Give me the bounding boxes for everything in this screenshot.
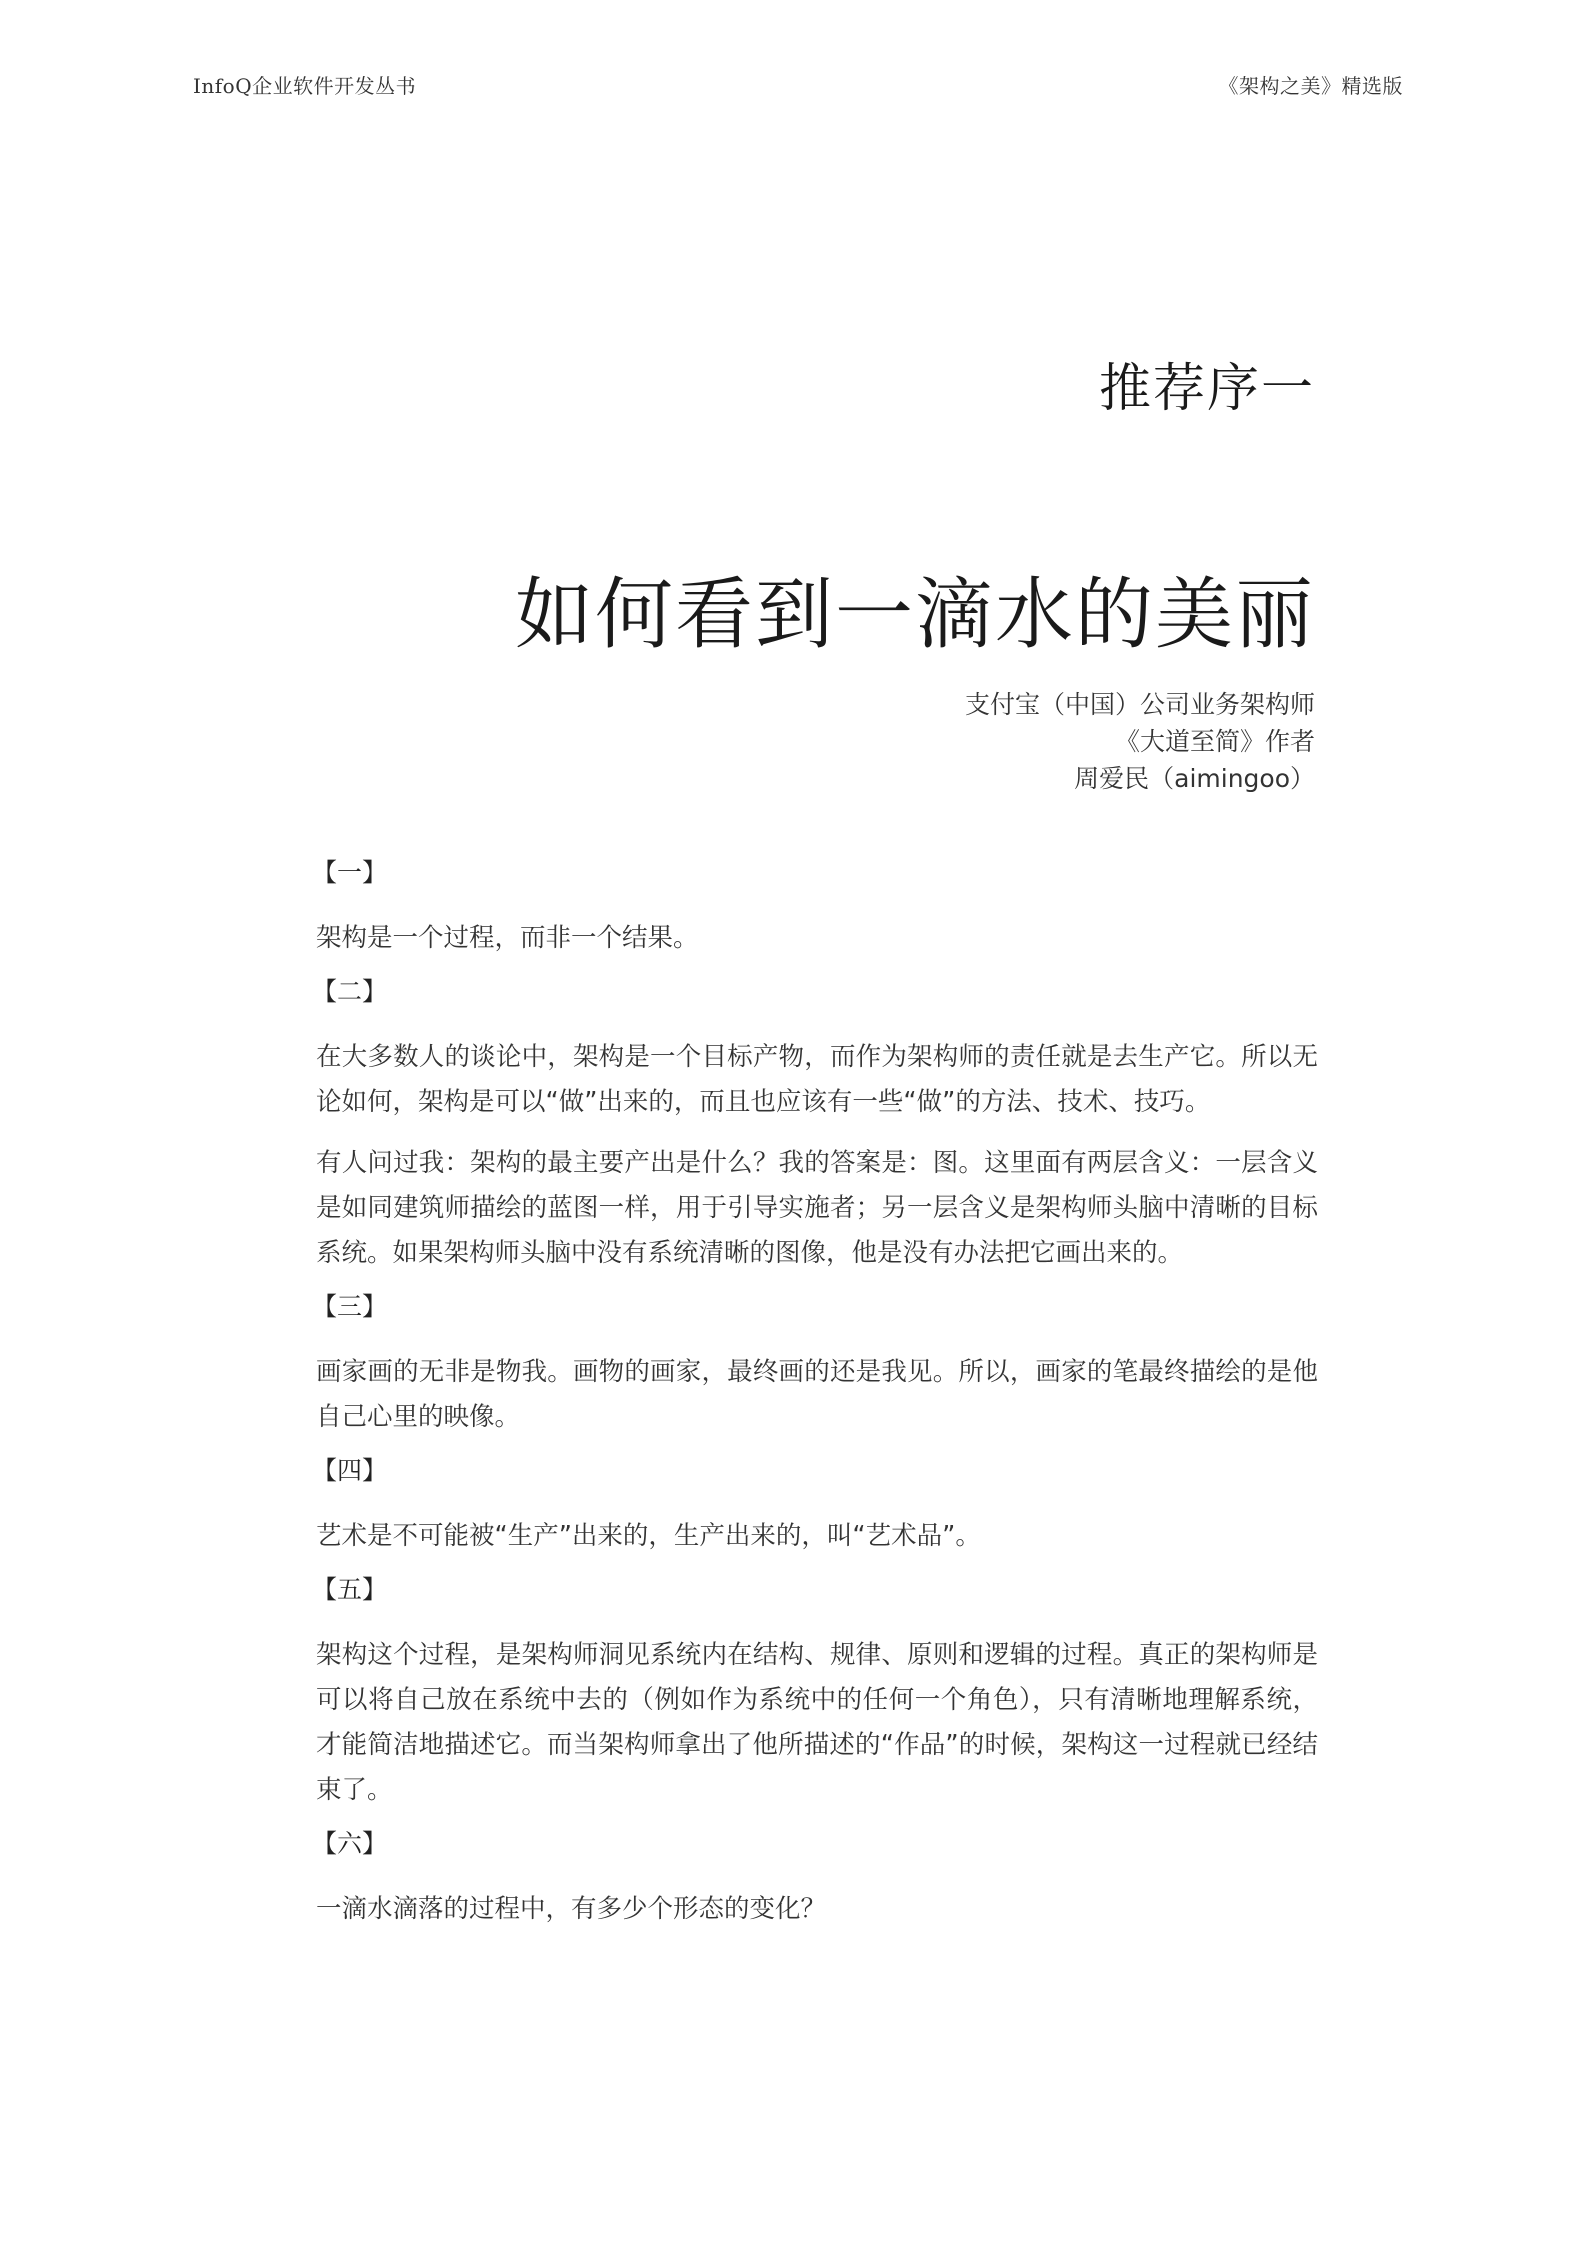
preface-label: 推荐序一 — [1098, 359, 1315, 419]
paragraph: 在大多数人的谈论中，架构是一个目标产物，而作为架构师的责任就是去生产它。所以无论如何，架构是可以“做”出来的，而且也应该有一些“做”的方法、技术、技巧。 — [316, 1042, 1318, 1117]
paragraph: 一滴水滴落的过程中，有多少个形态的变化？ — [316, 1894, 827, 1924]
section-marker-4: 【四】 — [312, 1456, 388, 1485]
paragraph: 有人问过我：架构的最主要产出是什么？我的答案是：图。这里面有两层含义：一层含义是如同建筑师描绘的蓝图一样，用于引导实施者；另一层含义是架构师头脑中清晰的目标系统。如果架构师头脑中没有系统清晰的图像，他是没有办法把它画出来的。 — [316, 1148, 1318, 1268]
paragraph: 艺术是不可能被“生产”出来的，生产出来的，叫“艺术品”。 — [316, 1521, 981, 1551]
section-marker-2: 【二】 — [312, 977, 388, 1006]
paragraph: 画家画的无非是物我。画物的画家，最终画的还是我见。所以，画家的笔最终描绘的是他自己心里的映像。 — [316, 1357, 1318, 1432]
running-header — [193, 70, 1403, 99]
paragraph: 架构这个过程，是架构师洞见系统内在结构、规律、原则和逻辑的过程。真正的架构师是可以将自己放在系统中去的（例如作为系统中的任何一个角色），只有清晰地理解系统，才能简洁地描述它。而当架构师拿出了他所描述的“作品”的时候，架构这一过程就已经结束了。 — [316, 1640, 1318, 1805]
byline-author: 周爱民（aimingoo） — [1074, 764, 1315, 793]
book-title: 《架构之美》精选版 — [1218, 74, 1403, 98]
section-marker-6: 【六】 — [312, 1829, 388, 1858]
series-name: InfoQ企业软件开发丛书 — [193, 74, 417, 98]
section-marker-1: 【一】 — [312, 858, 388, 887]
byline — [965, 686, 1315, 797]
article-title: 如何看到一滴水的美丽 — [514, 570, 1315, 660]
body-text — [312, 858, 1318, 1948]
section-marker-3: 【三】 — [312, 1292, 388, 1321]
byline-book: 《大道至简》作者 — [1114, 727, 1315, 756]
byline-position: 支付宝（中国）公司业务架构师 — [964, 690, 1315, 719]
section-marker-5: 【五】 — [312, 1575, 388, 1604]
paragraph: 架构是一个过程，而非一个结果。 — [316, 923, 699, 953]
